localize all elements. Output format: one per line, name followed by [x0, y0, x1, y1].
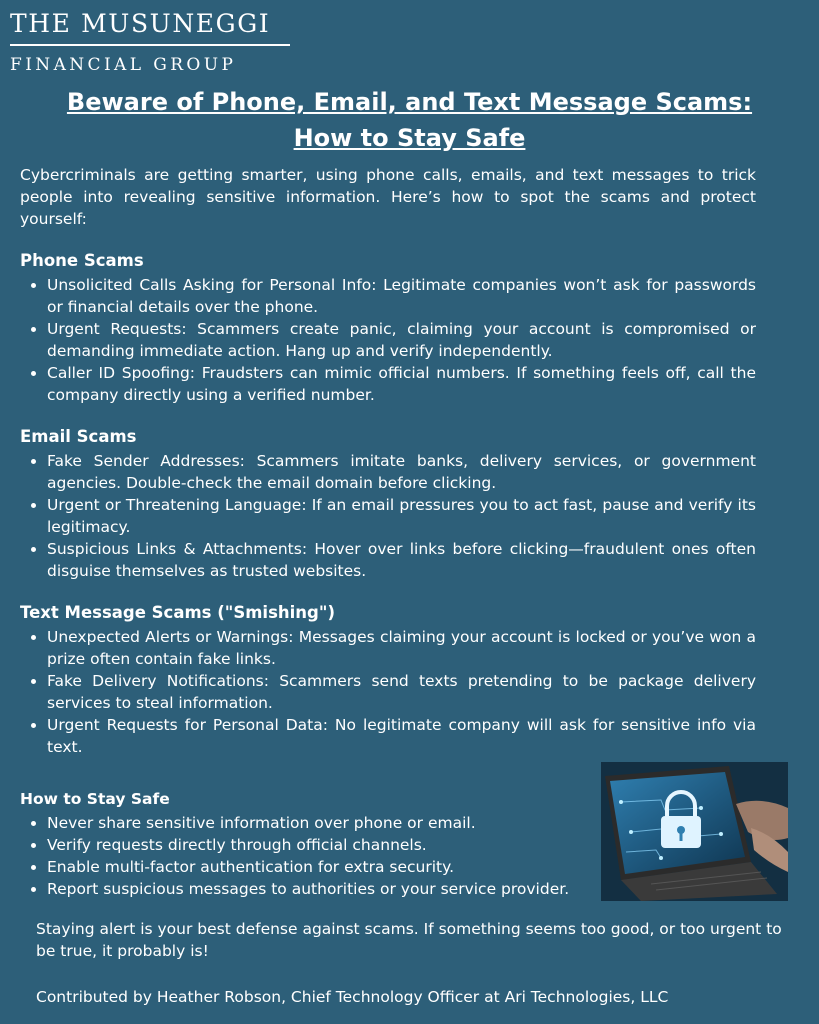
section-heading-safe: How to Stay Safe [20, 790, 170, 808]
email-scams-list [20, 450, 756, 582]
author-credit: Contributed by Heather Robson, Chief Technology Officer at Ari Technologies, LLC [36, 988, 669, 1006]
list-item: • Fake Delivery Notifications: Scammers send texts pretending to be package delivery services to steal information. [47, 670, 756, 714]
company-logo [10, 8, 292, 76]
list-item: • Unsolicited Calls Asking for Personal Info: Legitimate companies won’t ask for passwords or financial details over the phone. [47, 274, 756, 318]
list-item: • Report suspicious messages to authorities or your service provider. [47, 878, 756, 900]
closing-paragraph [36, 918, 796, 962]
section-heading-text: Text Message Scams ("Smishing") [20, 603, 336, 622]
padlock-laptop-icon [601, 762, 788, 901]
list-item: • Fake Sender Addresses: Scammers imitate banks, delivery services, or government agencies. Double-check the email domain before clicking. [47, 450, 756, 494]
section-heading-phone: Phone Scams [20, 251, 144, 270]
logo-line-2: FINANCIAL GROUP [10, 54, 237, 75]
intro-paragraph: Cybercriminals are getting smarter, using phone calls, emails, and text messages to trick people into revealing sensitive information. Here’s how to spot the scams and protect yourself: [20, 166, 756, 228]
logo-line-1: THE MUSUNEGGI [10, 9, 271, 38]
list-item: • Caller ID Spoofing: Fraudsters can mimic official numbers. If something feels off, call the company directly using a verified number. [47, 362, 756, 406]
text-scams-list [20, 626, 756, 758]
list-item: • Never share sensitive information over phone or email. [47, 812, 756, 834]
phone-scams-list [20, 274, 756, 406]
list-item: • Urgent Requests: Scammers create panic, claiming your account is compromised or demanding immediate action. Hang up and verify independently. [47, 318, 756, 362]
section-heading-email: Email Scams [20, 427, 137, 446]
title-line-1: Beware of Phone, Email, and Text Message Scams: [66, 88, 753, 116]
list-item: • Enable multi-factor authentication for extra security. [47, 856, 756, 878]
list-item: • Suspicious Links & Attachments: Hover over links before clicking—fraudulent ones often disguise themselves as trusted websites. [47, 538, 756, 582]
title-line-2: How to Stay Safe [293, 124, 526, 152]
list-item: • Urgent or Threatening Language: If an email pressures you to act fast, pause and verify its legitimacy. [47, 494, 756, 538]
list-item: • Unexpected Alerts or Warnings: Messages claiming your account is locked or you’ve won a prize often contain fake links. [47, 626, 756, 670]
closing-text: Staying alert is your best defense against scams. If something seems too good, or too urgent to be true, it probably is! [36, 920, 782, 960]
list-item: • Urgent Requests for Personal Data: No legitimate company will ask for sensitive info via text. [47, 714, 756, 758]
page-title [0, 84, 819, 156]
logo-divider [10, 44, 290, 46]
list-item: • Verify requests directly through official channels. [47, 834, 756, 856]
